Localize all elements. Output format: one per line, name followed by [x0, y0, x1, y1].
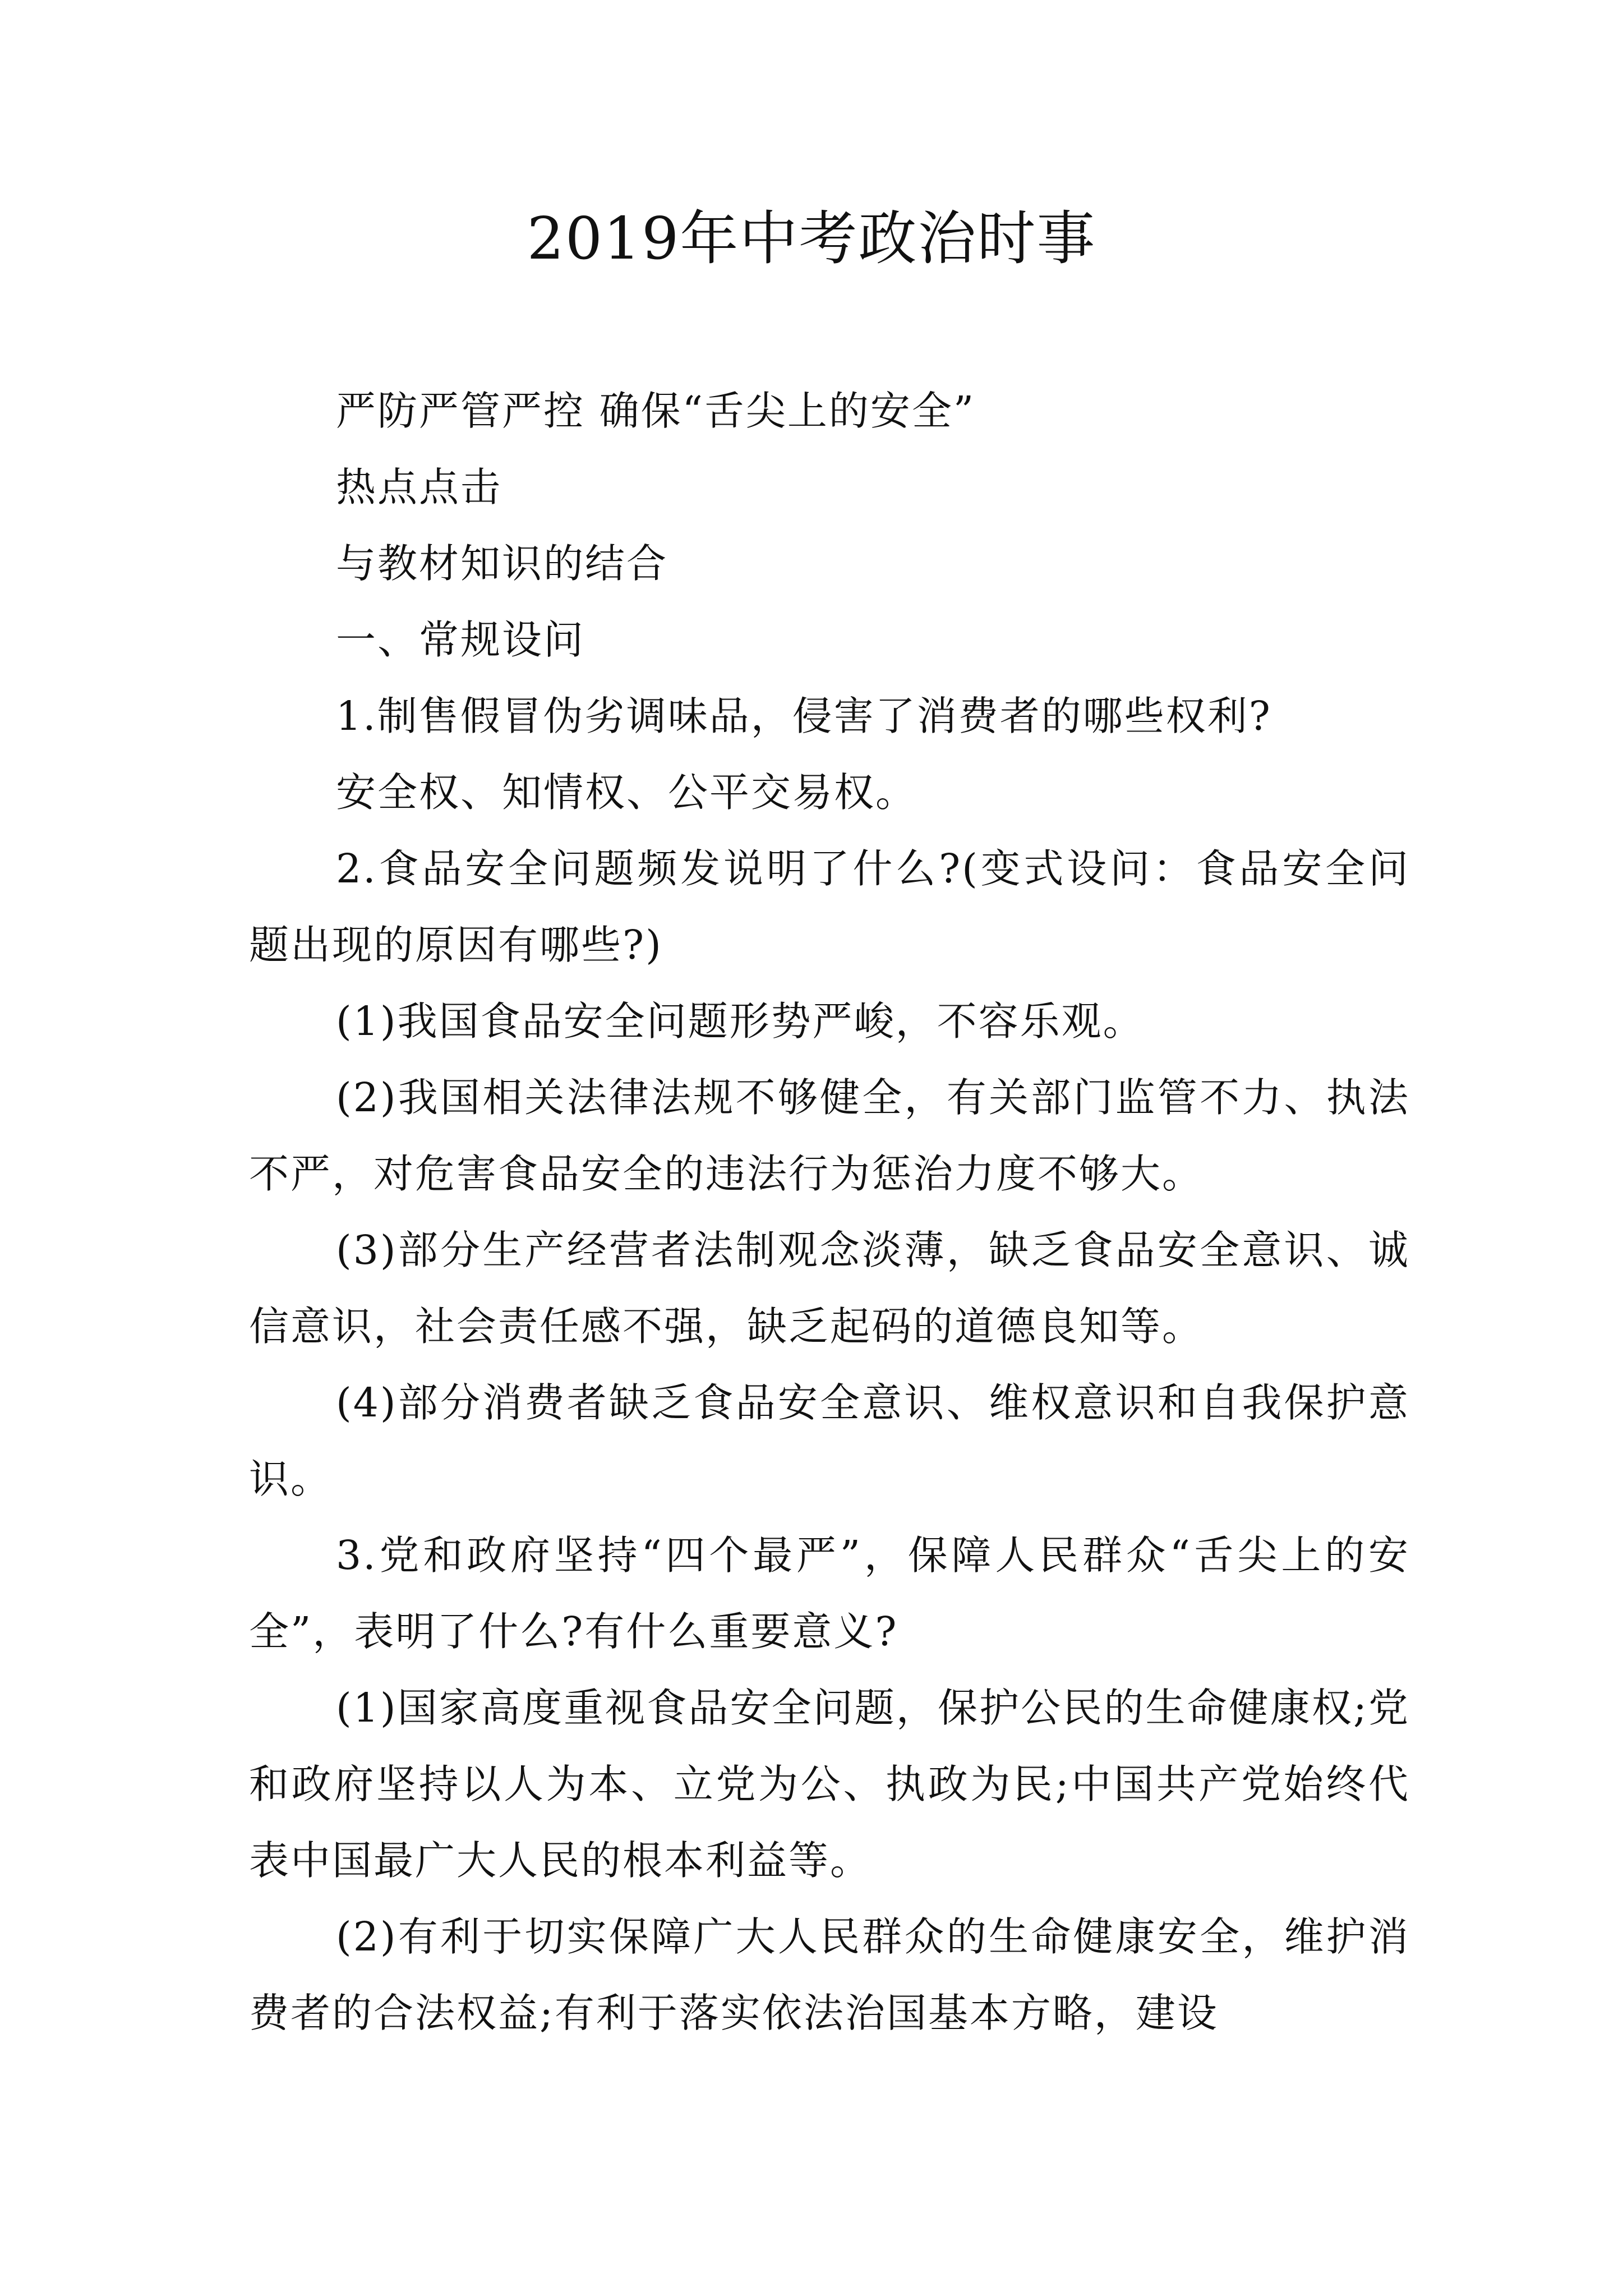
paragraph-answer-2-4: (4)部分消费者缺乏食品安全意识、维权意识和自我保护意识。: [249, 1379, 1410, 1502]
paragraph-answer-2-3: (3)部分生产经营者法制观念淡薄，缺乏食品安全意识、诚信意识，社会责任感不强，缺乏起码的道德良知等。: [249, 1227, 1410, 1350]
paragraph-textbook-link: 与教材知识的结合: [336, 540, 668, 587]
paragraph-hot-topic: 热点点击: [336, 464, 502, 510]
paragraph-section-heading: 一、常规设问: [336, 616, 585, 663]
paragraph-answer-3-1: (1)国家高度重视食品安全问题，保护公民的生命健康权;党和政府坚持以人为本、立党为公、执政为民;中国共产党始终代表中国最广大人民的根本利益等。: [249, 1685, 1410, 1884]
paragraph-question-3: 3.党和政府坚持“四个最严”，保障人民群众“舌尖上的安全”，表明了什么?有什么重要意义?: [249, 1532, 1410, 1655]
paragraph-answer-2-1: (1)我国食品安全问题形势严峻，不容乐观。: [336, 998, 1145, 1045]
paragraph-heading: 严防严管严控 确保“舌尖上的安全”: [336, 388, 976, 434]
document-body: [249, 373, 1410, 2051]
paragraph-answer-2-2: (2)我国相关法律法规不够健全，有关部门监管不力、执法不严，对危害食品安全的违法行为惩治力度不够大。: [249, 1074, 1410, 1197]
paragraph-question-1: 1.制售假冒伪劣调味品，侵害了消费者的哪些权利?: [336, 693, 1272, 739]
paragraph-answer-3-2: (2)有利于切实保障广大人民群众的生命健康安全，维护消费者的合法权益;有利于落实依法治国基本方略，建设: [249, 1913, 1410, 2036]
paragraph-answer-1: 安全权、知情权、公平交易权。: [336, 769, 917, 816]
paragraph-question-2: 2.食品安全问题频发说明了什么?(变式设问：食品安全问题出现的原因有哪些?): [249, 845, 1410, 968]
document-title: 2019年中考政治时事: [527, 204, 1096, 273]
